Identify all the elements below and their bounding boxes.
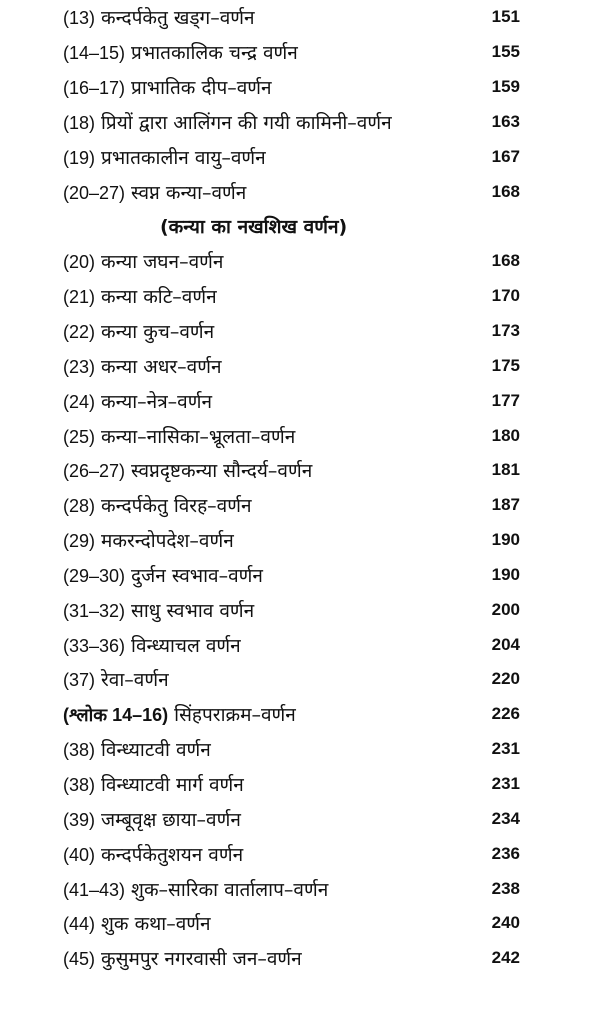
entry-title: रेवा–वर्णन — [101, 669, 169, 692]
entry-title: कन्या अधर–वर्णन — [101, 355, 222, 378]
entry-verse-number: (19) — [63, 147, 96, 168]
toc-entry — [63, 627, 520, 662]
toc-entries-bottom — [63, 244, 520, 976]
entry-page-number: 168 — [491, 181, 520, 201]
entry-label — [63, 666, 169, 692]
entry-verse-number: (45) — [63, 949, 96, 970]
toc-entry — [63, 279, 520, 314]
toc-entry — [63, 174, 520, 209]
toc-entry — [63, 35, 520, 70]
entry-page-number: 168 — [491, 251, 520, 271]
entry-label — [63, 109, 392, 135]
toc-entries-top — [63, 0, 520, 209]
toc-entry — [63, 105, 520, 140]
entry-verse-number: (38) — [63, 740, 96, 761]
entry-title: कन्या कटि–वर्णन — [101, 286, 217, 309]
entry-label — [63, 701, 296, 727]
entry-label — [63, 771, 244, 797]
entry-title: शुक–सारिका वार्तालाप–वर्णन — [131, 878, 329, 901]
entry-label — [63, 910, 211, 936]
entry-page-number: 231 — [491, 773, 520, 793]
entry-verse-number: (41–43) — [63, 879, 126, 900]
entry-label — [63, 283, 217, 309]
entry-title: स्वप्नदृष्टकन्या सौन्दर्य–वर्णन — [131, 460, 313, 483]
toc-entry — [63, 244, 520, 279]
entry-verse-number: (38) — [63, 774, 96, 795]
entry-label — [63, 39, 298, 65]
entry-verse-number: (37) — [63, 670, 96, 691]
entry-verse-number: (16–17) — [63, 78, 126, 99]
entry-page-number: 220 — [491, 669, 520, 689]
entry-verse-number: (40) — [63, 844, 96, 865]
entry-verse-number: (13) — [63, 8, 96, 29]
entry-title: प्रियों द्वारा आलिंगन की गयी कामिनी–वर्णन — [101, 111, 392, 134]
entry-title: मकरन्दोपदेश–वर्णन — [101, 530, 234, 553]
entry-label — [63, 144, 266, 170]
entry-title: विन्ध्याटवी मार्ग वर्णन — [101, 773, 244, 796]
toc-entry — [63, 418, 520, 453]
entry-page-number: 181 — [491, 460, 520, 480]
entry-label — [63, 4, 255, 30]
entry-title: साधु स्वभाव वर्णन — [131, 599, 255, 622]
entry-title: विन्ध्याचल वर्णन — [131, 634, 241, 657]
toc-entry — [63, 836, 520, 871]
entry-page-number: 236 — [491, 843, 520, 863]
toc-entry — [63, 558, 520, 593]
entry-page-number: 200 — [491, 599, 520, 619]
entry-verse-number: (14–15) — [63, 43, 126, 64]
entry-verse-number: (20–27) — [63, 182, 126, 203]
entry-label — [63, 74, 272, 100]
toc-entry — [63, 906, 520, 941]
entry-page-number: 190 — [491, 530, 520, 550]
toc-entry — [63, 139, 520, 174]
entry-page-number: 231 — [491, 739, 520, 759]
toc-entry — [63, 662, 520, 697]
entry-verse-number: (29–30) — [63, 565, 126, 586]
entry-label — [63, 806, 241, 832]
entry-page-number: 180 — [491, 425, 520, 445]
entry-label — [63, 632, 241, 658]
entry-page-number: 155 — [491, 42, 520, 62]
entry-verse-number: (23) — [63, 356, 96, 377]
entry-verse-number: (28) — [63, 496, 96, 517]
entry-verse-number: (39) — [63, 809, 96, 830]
entry-verse-number: (31–32) — [63, 600, 126, 621]
entry-page-number: 170 — [491, 286, 520, 306]
entry-verse-number: (26–27) — [63, 461, 126, 482]
entry-title: दुर्जन स्वभाव–वर्णन — [131, 564, 263, 587]
toc-entry — [63, 697, 520, 732]
entry-title: जम्बूवृक्ष छाया–वर्णन — [101, 808, 241, 831]
toc-entry — [63, 453, 520, 488]
entry-title: स्वप्न कन्या–वर्णन — [131, 181, 247, 204]
section-heading: (कन्या का नखशिख वर्णन) — [160, 216, 348, 239]
entry-label — [63, 388, 212, 414]
entry-page-number: 175 — [491, 355, 520, 375]
entry-title: कन्या कुच–वर्णन — [101, 321, 215, 344]
entry-title: कन्दर्पकेतु खड्ग–वर्णन — [101, 7, 255, 30]
entry-label — [63, 423, 295, 449]
entry-label — [63, 736, 211, 762]
entry-page-number: 151 — [491, 7, 520, 27]
entry-label — [63, 492, 252, 518]
entry-title: कन्दर्पकेतुशयन वर्णन — [101, 843, 244, 866]
entry-title: विन्ध्याटवी वर्णन — [101, 739, 211, 762]
entry-verse-number: (20) — [63, 252, 96, 273]
entry-verse-number: (21) — [63, 287, 96, 308]
entry-verse-number: (44) — [63, 914, 96, 935]
entry-page-number: 177 — [491, 390, 520, 410]
entry-verse-number: (25) — [63, 426, 96, 447]
entry-label — [63, 179, 246, 205]
entry-label — [63, 945, 302, 971]
entry-page-number: 159 — [491, 77, 520, 97]
toc-entry — [63, 314, 520, 349]
entry-title: कन्या–नेत्र–वर्णन — [101, 390, 213, 413]
entry-verse-number: (29) — [63, 531, 96, 552]
entry-title: सिंहपराक्रम–वर्णन — [174, 704, 296, 727]
entry-title: कन्या–नासिका–भ्रूलता–वर्णन — [101, 425, 296, 448]
entry-label — [63, 457, 312, 483]
toc-entry — [63, 488, 520, 523]
entry-label — [63, 876, 328, 902]
entry-page-number: 226 — [491, 704, 520, 724]
toc-entry — [63, 348, 520, 383]
entry-page-number: 242 — [491, 948, 520, 968]
entry-title: शुक कथा–वर्णन — [101, 913, 211, 936]
entry-verse-number: (33–36) — [63, 635, 126, 656]
toc-entry — [63, 767, 520, 802]
entry-title: कन्या जघन–वर्णन — [101, 251, 224, 274]
toc-entry — [63, 801, 520, 836]
entry-verse-number: (24) — [63, 391, 96, 412]
entry-page-number: 173 — [491, 321, 520, 341]
entry-page-number: 187 — [491, 495, 520, 515]
entry-title: प्रभातकालिक चन्द्र वर्णन — [131, 42, 298, 65]
entry-verse-number: (22) — [63, 322, 96, 343]
entry-label — [63, 597, 254, 623]
entry-title: प्राभातिक दीप–वर्णन — [131, 77, 272, 100]
entry-page-number: 240 — [491, 913, 520, 933]
entry-page-number: 167 — [491, 146, 520, 166]
entry-verse-number: (18) — [63, 112, 96, 133]
toc-entry — [63, 0, 520, 35]
entry-page-number: 238 — [491, 878, 520, 898]
toc-entry — [63, 383, 520, 418]
entry-page-number: 204 — [491, 634, 520, 654]
toc-entry — [63, 732, 520, 767]
entry-title: प्रभातकालीन वायु–वर्णन — [101, 146, 266, 169]
entry-page-number: 234 — [491, 808, 520, 828]
toc-entry — [63, 592, 520, 627]
toc-entry — [63, 70, 520, 105]
toc-entry — [63, 941, 520, 976]
entry-page-number: 190 — [491, 564, 520, 584]
toc-entry — [63, 523, 520, 558]
entry-verse-number: (श्लोक 14–16) — [63, 705, 169, 726]
entry-title: कुसुमपुर नगरवासी जन–वर्णन — [101, 948, 302, 971]
entry-label — [63, 353, 222, 379]
entry-page-number: 163 — [491, 111, 520, 131]
toc-entry — [63, 871, 520, 906]
table-of-contents — [63, 0, 520, 976]
entry-title: कन्दर्पकेतु विरह–वर्णन — [101, 495, 252, 518]
entry-label — [63, 562, 263, 588]
entry-label — [63, 841, 243, 867]
entry-label — [63, 248, 223, 274]
entry-label — [63, 527, 234, 553]
entry-label — [63, 318, 214, 344]
